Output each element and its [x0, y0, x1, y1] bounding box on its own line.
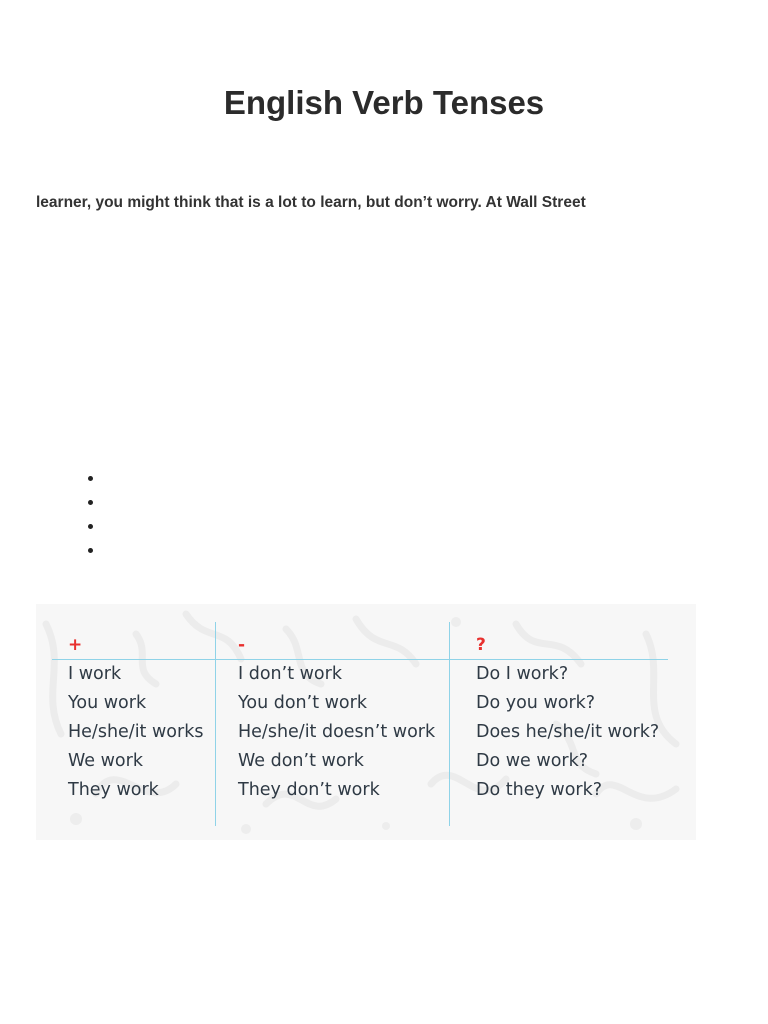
page-title: English Verb Tenses — [223, 84, 545, 121]
column-divider — [449, 622, 450, 826]
table-cell: You work — [68, 693, 147, 713]
table-cell: Do I work? — [476, 664, 569, 684]
bullet-dot — [88, 548, 93, 553]
column-divider — [215, 622, 216, 826]
bullet-dot — [88, 500, 93, 505]
table-cell: We work — [68, 751, 143, 771]
table-cell: He/she/it doesn’t work — [238, 722, 436, 742]
table-cell: You don’t work — [238, 693, 367, 713]
column-header-question: ? — [476, 635, 486, 655]
table-cell: They work — [68, 780, 159, 800]
table-cell: Do you work? — [476, 693, 596, 713]
table-cell: Do they work? — [476, 780, 603, 800]
table-cell: Do we work? — [476, 751, 589, 771]
affirmative-column — [68, 634, 203, 805]
table-cell: We don’t work — [238, 751, 364, 771]
intro-paragraph: learner, you might think that is a lot to learn, but don’t worry. At Wall Street — [36, 194, 586, 211]
negative-column — [238, 634, 435, 805]
table-cell: They don’t work — [238, 780, 380, 800]
table-cell: I don’t work — [238, 664, 342, 684]
table-cell: I work — [68, 664, 122, 684]
column-header-negative: - — [238, 635, 246, 655]
present-simple-conjugation-figure — [36, 604, 696, 840]
bullet-dot — [88, 524, 93, 529]
bullet-dot — [88, 476, 93, 481]
column-header-affirmative: + — [68, 635, 83, 655]
question-column — [476, 634, 659, 805]
table-cell: He/she/it works — [68, 722, 204, 742]
table-cell: Does he/she/it work? — [476, 722, 660, 742]
